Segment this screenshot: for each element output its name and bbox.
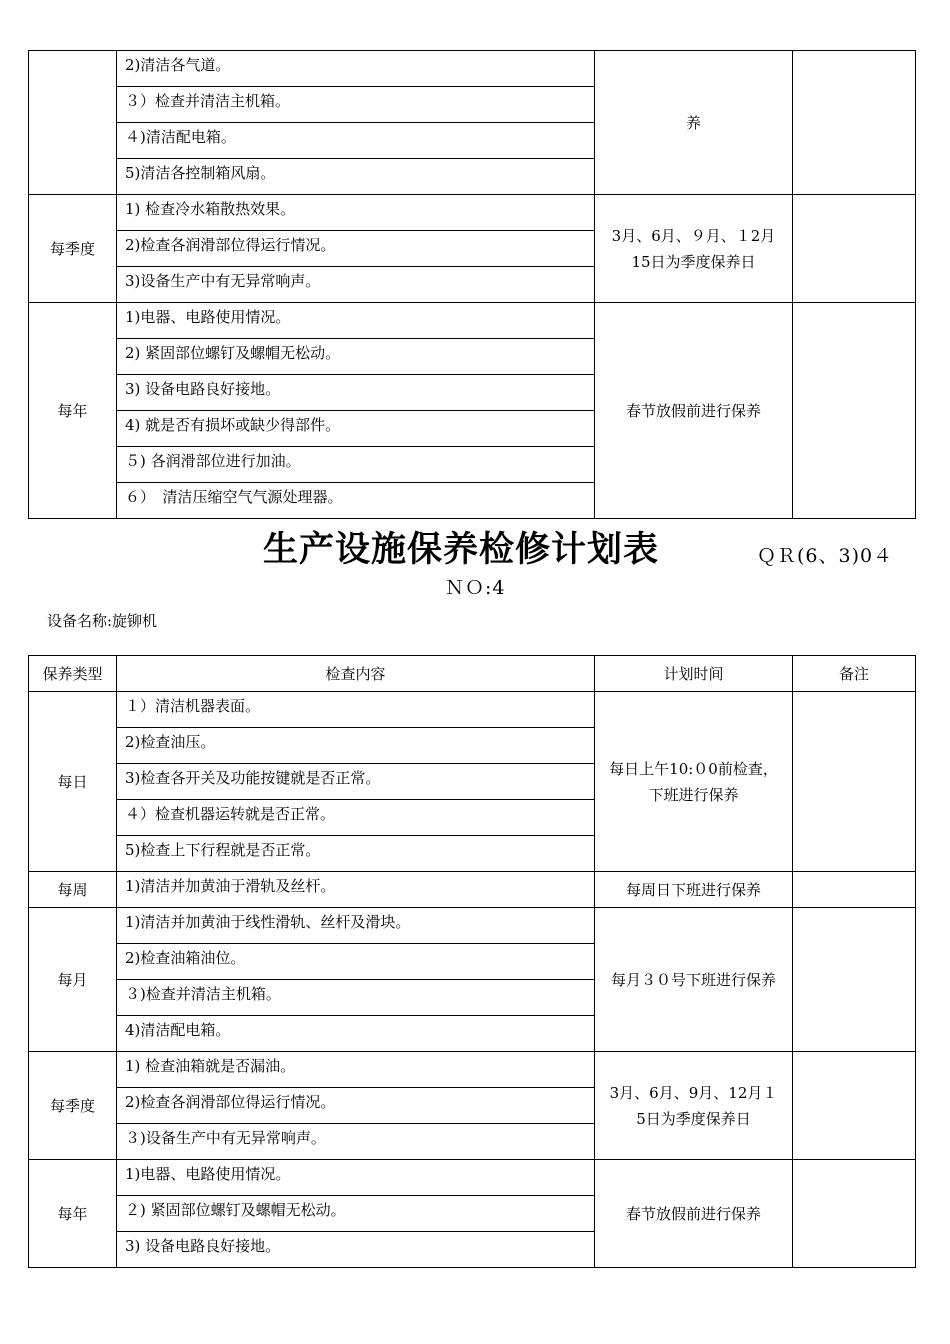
inspection-item-cell: 2)清洁各气道。 <box>117 51 595 87</box>
inspection-item-cell: 1) 检查冷水箱散热效果。 <box>117 195 595 231</box>
header-row <box>29 656 916 692</box>
document-code: ＱＲ(6、3)0４ <box>757 545 894 567</box>
inspection-item-cell: 3)检查各开关及功能按键就是否正常。 <box>117 764 595 800</box>
inspection-item-cell: 3) 设备电路良好接地。 <box>117 1232 595 1268</box>
remarks-cell <box>793 303 916 519</box>
inspection-item-cell: 1)电器、电路使用情况。 <box>117 1160 595 1196</box>
planned-time-cell: 春节放假前进行保养 <box>595 1160 793 1268</box>
inspection-item-cell: 3) 设备电路良好接地。 <box>117 375 595 411</box>
continued-maintenance-table <box>28 50 916 519</box>
table-row <box>29 195 916 231</box>
maintenance-type-cell <box>29 51 117 195</box>
inspection-item-cell: 2)检查油箱油位。 <box>117 944 595 980</box>
inspection-item-cell: ３）检查并清洁主机箱。 <box>117 87 595 123</box>
remarks-cell <box>793 195 916 303</box>
inspection-item-cell: 5)检查上下行程就是否正常。 <box>117 836 595 872</box>
maintenance-type-cell: 每季度 <box>29 195 117 303</box>
table-row <box>29 1160 916 1196</box>
inspection-item-cell: 2) 紧固部位螺钉及螺帽无松动。 <box>117 339 595 375</box>
maintenance-plan-table <box>28 655 916 1268</box>
inspection-item-cell: ２) 紧固部位螺钉及螺帽无松动。 <box>117 1196 595 1232</box>
maintenance-type-cell: 每年 <box>29 1160 117 1268</box>
planned-time-cell: 3月、6月、9月、12月１5日为季度保养日 <box>595 1052 793 1160</box>
inspection-item-cell: ６） 清洁压缩空气气源处理器。 <box>117 483 595 519</box>
table-row <box>29 692 916 728</box>
inspection-item-cell: 1)电器、电路使用情况。 <box>117 303 595 339</box>
planned-time-cell: 每日上午10:０0前检查，下班进行保养 <box>595 692 793 872</box>
table-row <box>29 51 916 87</box>
continued-table-body <box>29 51 916 519</box>
header-type: 保养类型 <box>29 656 117 692</box>
table-row <box>29 303 916 339</box>
table-row <box>29 872 916 908</box>
remarks-cell <box>793 1160 916 1268</box>
inspection-item-cell: 2)检查油压。 <box>117 728 595 764</box>
equipment-name: 设备名称:旋铆机 <box>47 612 158 630</box>
inspection-item-cell: 4) 就是否有损坏或缺少得部件。 <box>117 411 595 447</box>
table-row <box>29 1052 916 1088</box>
inspection-item-cell: ３)检查并清洁主机箱。 <box>117 980 595 1016</box>
remarks-cell <box>793 872 916 908</box>
maintenance-type-cell: 每日 <box>29 692 117 872</box>
inspection-item-cell: 1) 检查油箱就是否漏油。 <box>117 1052 595 1088</box>
planned-time-cell: 春节放假前进行保养 <box>595 303 793 519</box>
remarks-cell <box>793 1052 916 1160</box>
planned-time-cell: 每周日下班进行保养 <box>595 872 793 908</box>
document-number: ＮＯ:4 <box>445 577 506 599</box>
inspection-item-cell: ４)清洁配电箱。 <box>117 123 595 159</box>
planned-time-cell: 每月３０号下班进行保养 <box>595 908 793 1052</box>
inspection-item-cell: 3)设备生产中有无异常响声。 <box>117 267 595 303</box>
table-row <box>29 908 916 944</box>
main-table-body <box>29 692 916 1268</box>
header-content: 检查内容 <box>117 656 595 692</box>
maintenance-type-cell: 每年 <box>29 303 117 519</box>
inspection-item-cell: ３)设备生产中有无异常响声。 <box>117 1124 595 1160</box>
inspection-item-cell: 2)检查各润滑部位得运行情况。 <box>117 1088 595 1124</box>
maintenance-type-cell: 每季度 <box>29 1052 117 1160</box>
header-note: 备注 <box>793 656 916 692</box>
header-time: 计划时间 <box>595 656 793 692</box>
planned-time-cell: 养 <box>595 51 793 195</box>
inspection-item-cell: 4)清洁配电箱。 <box>117 1016 595 1052</box>
maintenance-type-cell: 每月 <box>29 908 117 1052</box>
inspection-item-cell: 2)检查各润滑部位得运行情况。 <box>117 231 595 267</box>
inspection-item-cell: ４）检查机器运转就是否正常。 <box>117 800 595 836</box>
inspection-item-cell: 1)清洁并加黄油于线性滑轨、丝杆及滑块。 <box>117 908 595 944</box>
planned-time-cell: 3月、6月、９月、１2月15日为季度保养日 <box>595 195 793 303</box>
remarks-cell <box>793 51 916 195</box>
document-title: 生产设施保养检修计划表 <box>263 530 660 570</box>
maintenance-type-cell: 每周 <box>29 872 117 908</box>
inspection-item-cell: 5)清洁各控制箱风扇。 <box>117 159 595 195</box>
inspection-item-cell: ５) 各润滑部位进行加油。 <box>117 447 595 483</box>
remarks-cell <box>793 692 916 872</box>
inspection-item-cell: 1)清洁并加黄油于滑轨及丝杆。 <box>117 872 595 908</box>
inspection-item-cell: １）清洁机器表面。 <box>117 692 595 728</box>
remarks-cell <box>793 908 916 1052</box>
